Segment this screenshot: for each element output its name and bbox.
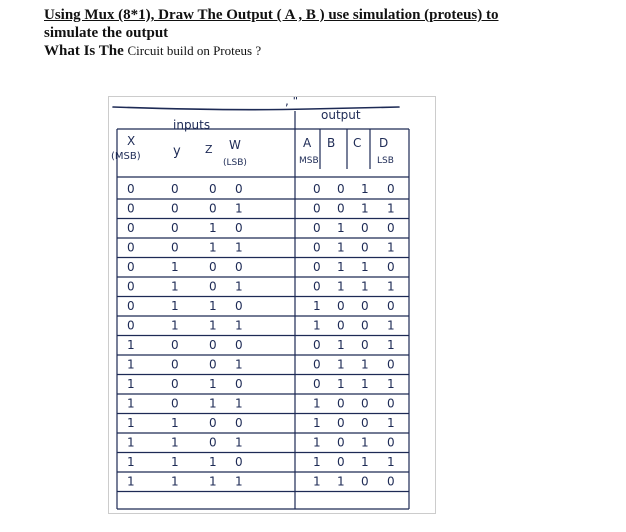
cell-x: 1 bbox=[127, 435, 135, 450]
cell-c: 1 bbox=[361, 182, 369, 196]
cell-x: 0 bbox=[127, 299, 135, 313]
cell-b: 0 bbox=[337, 435, 345, 450]
header-d-lsb: LSB bbox=[377, 156, 394, 166]
question-line-3-rest: Circuit build on Proteus ? bbox=[127, 43, 262, 58]
cell-y: 0 bbox=[171, 338, 179, 352]
cell-b: 0 bbox=[337, 396, 345, 411]
cell-z: 1 bbox=[209, 318, 217, 333]
question-line-2: simulate the output bbox=[44, 25, 169, 41]
cell-z: 0 bbox=[209, 279, 217, 294]
question-line-3 bbox=[44, 42, 604, 60]
cell-y: 1 bbox=[171, 435, 179, 450]
cell-a: 1 bbox=[313, 318, 321, 333]
cell-b: 0 bbox=[337, 201, 345, 216]
cell-z: 1 bbox=[209, 474, 217, 489]
cell-d: 1 bbox=[387, 201, 395, 216]
cell-c: 1 bbox=[361, 201, 369, 216]
cell-b: 0 bbox=[337, 318, 345, 333]
cell-z: 1 bbox=[209, 299, 217, 313]
cell-a: 0 bbox=[313, 240, 321, 255]
question-text bbox=[44, 6, 604, 60]
header-c: C bbox=[353, 136, 362, 150]
cell-c: 0 bbox=[361, 416, 369, 430]
cell-w: 0 bbox=[235, 182, 243, 196]
handwritten-truth-table-photo bbox=[108, 96, 436, 514]
cell-y: 0 bbox=[171, 240, 179, 255]
cell-d: 0 bbox=[387, 260, 395, 274]
cell-z: 0 bbox=[209, 260, 217, 274]
cell-b: 0 bbox=[337, 455, 345, 469]
cell-w: 1 bbox=[235, 318, 243, 333]
cell-c: 1 bbox=[361, 279, 369, 294]
cell-d: 0 bbox=[387, 221, 395, 235]
cell-y: 0 bbox=[171, 221, 179, 235]
header-b: B bbox=[327, 136, 336, 150]
cell-w: 0 bbox=[235, 338, 243, 352]
cell-c: 0 bbox=[361, 338, 369, 352]
cell-c: 1 bbox=[361, 260, 369, 274]
cell-w: 0 bbox=[235, 221, 243, 235]
cell-w: 0 bbox=[235, 455, 243, 469]
cell-x: 1 bbox=[127, 416, 135, 430]
cell-y: 0 bbox=[171, 201, 179, 216]
cell-z: 0 bbox=[209, 357, 217, 372]
output-label: output bbox=[321, 108, 361, 122]
cell-a: 0 bbox=[313, 201, 321, 216]
cell-y: 0 bbox=[171, 357, 179, 372]
cell-a: 0 bbox=[313, 260, 321, 274]
cell-c: 0 bbox=[361, 221, 369, 235]
cell-b: 1 bbox=[337, 279, 345, 294]
cell-z: 0 bbox=[209, 435, 217, 450]
cell-a: 1 bbox=[313, 299, 321, 313]
cell-w: 1 bbox=[235, 279, 243, 294]
cell-x: 1 bbox=[127, 377, 135, 391]
cell-w: 1 bbox=[235, 357, 243, 372]
cell-c: 0 bbox=[361, 240, 369, 255]
cell-c: 0 bbox=[361, 474, 369, 489]
cell-b: 1 bbox=[337, 357, 345, 372]
inputs-label: inputs bbox=[173, 118, 211, 132]
cell-b: 1 bbox=[337, 260, 345, 274]
cell-x: 0 bbox=[127, 221, 135, 235]
cell-d: 0 bbox=[387, 435, 395, 450]
cell-w: 0 bbox=[235, 377, 243, 391]
cell-x: 1 bbox=[127, 357, 135, 372]
cell-b: 1 bbox=[337, 377, 345, 391]
header-x: X bbox=[127, 134, 136, 148]
cell-a: 0 bbox=[313, 182, 321, 196]
question-line-1-text: Using Mux (8*1), Draw The Output ( A , B ) use simulation (proteus) to bbox=[44, 7, 499, 23]
cell-c: 0 bbox=[361, 396, 369, 411]
cell-x: 1 bbox=[127, 396, 135, 411]
header-w-lsb: (LSB) bbox=[223, 158, 247, 168]
header-y: y bbox=[173, 144, 181, 159]
cell-y: 1 bbox=[171, 416, 179, 430]
top-marks: , " bbox=[285, 97, 299, 108]
cell-z: 1 bbox=[209, 221, 217, 235]
header-w: W bbox=[229, 138, 241, 152]
cell-z: 0 bbox=[209, 338, 217, 352]
cell-x: 0 bbox=[127, 279, 135, 294]
cell-a: 1 bbox=[313, 416, 321, 430]
cell-c: 0 bbox=[361, 299, 369, 313]
cell-b: 0 bbox=[337, 416, 345, 430]
cell-y: 0 bbox=[171, 182, 179, 196]
cell-w: 0 bbox=[235, 299, 243, 313]
cell-a: 0 bbox=[313, 377, 321, 391]
cell-d: 1 bbox=[387, 377, 395, 391]
cell-w: 1 bbox=[235, 396, 243, 411]
cell-d: 0 bbox=[387, 474, 395, 489]
header-z: Z bbox=[205, 143, 213, 156]
cell-x: 0 bbox=[127, 260, 135, 274]
question-line-3-bold: What Is The bbox=[44, 43, 124, 59]
question-line-1 bbox=[44, 6, 604, 24]
cell-x: 1 bbox=[127, 474, 135, 489]
cell-y: 1 bbox=[171, 279, 179, 294]
cell-y: 1 bbox=[171, 474, 179, 489]
truth-table-drawing bbox=[109, 97, 435, 513]
cell-b: 1 bbox=[337, 474, 345, 489]
header-a-msb: MSB bbox=[299, 156, 319, 166]
cell-c: 1 bbox=[361, 435, 369, 450]
cell-a: 0 bbox=[313, 221, 321, 235]
cell-a: 1 bbox=[313, 435, 321, 450]
cell-w: 0 bbox=[235, 260, 243, 274]
cell-d: 1 bbox=[387, 279, 395, 294]
cell-y: 1 bbox=[171, 260, 179, 274]
cell-z: 1 bbox=[209, 396, 217, 411]
cell-c: 1 bbox=[361, 455, 369, 469]
cell-a: 1 bbox=[313, 474, 321, 489]
cell-y: 1 bbox=[171, 455, 179, 469]
cell-x: 1 bbox=[127, 455, 135, 469]
cell-x: 0 bbox=[127, 240, 135, 255]
cell-y: 1 bbox=[171, 299, 179, 313]
cell-z: 0 bbox=[209, 182, 217, 196]
cell-a: 0 bbox=[313, 338, 321, 352]
cell-x: 0 bbox=[127, 318, 135, 333]
cell-a: 1 bbox=[313, 396, 321, 411]
cell-c: 1 bbox=[361, 377, 369, 391]
cell-b: 1 bbox=[337, 240, 345, 255]
cell-d: 0 bbox=[387, 182, 395, 196]
cell-y: 0 bbox=[171, 377, 179, 391]
cell-z: 1 bbox=[209, 377, 217, 391]
cell-z: 0 bbox=[209, 201, 217, 216]
cell-y: 1 bbox=[171, 318, 179, 333]
header-d: D bbox=[379, 136, 389, 150]
cell-w: 1 bbox=[235, 240, 243, 255]
header-a: A bbox=[303, 136, 312, 150]
cell-a: 1 bbox=[313, 455, 321, 469]
cell-d: 1 bbox=[387, 318, 395, 333]
cell-w: 1 bbox=[235, 474, 243, 489]
cell-x: 0 bbox=[127, 201, 135, 216]
cell-w: 1 bbox=[235, 201, 243, 216]
cell-z: 0 bbox=[209, 416, 217, 430]
cell-w: 0 bbox=[235, 416, 243, 430]
cell-x: 0 bbox=[127, 182, 135, 196]
cell-b: 1 bbox=[337, 338, 345, 352]
cell-z: 1 bbox=[209, 455, 217, 469]
cell-d: 0 bbox=[387, 396, 395, 411]
cell-b: 0 bbox=[337, 299, 345, 313]
cell-w: 1 bbox=[235, 435, 243, 450]
cell-d: 0 bbox=[387, 299, 395, 313]
cell-d: 1 bbox=[387, 455, 395, 469]
cell-b: 0 bbox=[337, 182, 345, 196]
cell-a: 0 bbox=[313, 279, 321, 294]
cell-x: 1 bbox=[127, 338, 135, 352]
cell-d: 1 bbox=[387, 416, 395, 430]
cell-a: 0 bbox=[313, 357, 321, 372]
cell-d: 0 bbox=[387, 357, 395, 372]
cell-z: 1 bbox=[209, 240, 217, 255]
cell-c: 0 bbox=[361, 318, 369, 333]
cell-d: 1 bbox=[387, 240, 395, 255]
cell-c: 1 bbox=[361, 357, 369, 372]
header-x-msb: (MSB) bbox=[111, 151, 141, 162]
cell-y: 0 bbox=[171, 396, 179, 411]
cell-d: 1 bbox=[387, 338, 395, 352]
cell-b: 1 bbox=[337, 221, 345, 235]
